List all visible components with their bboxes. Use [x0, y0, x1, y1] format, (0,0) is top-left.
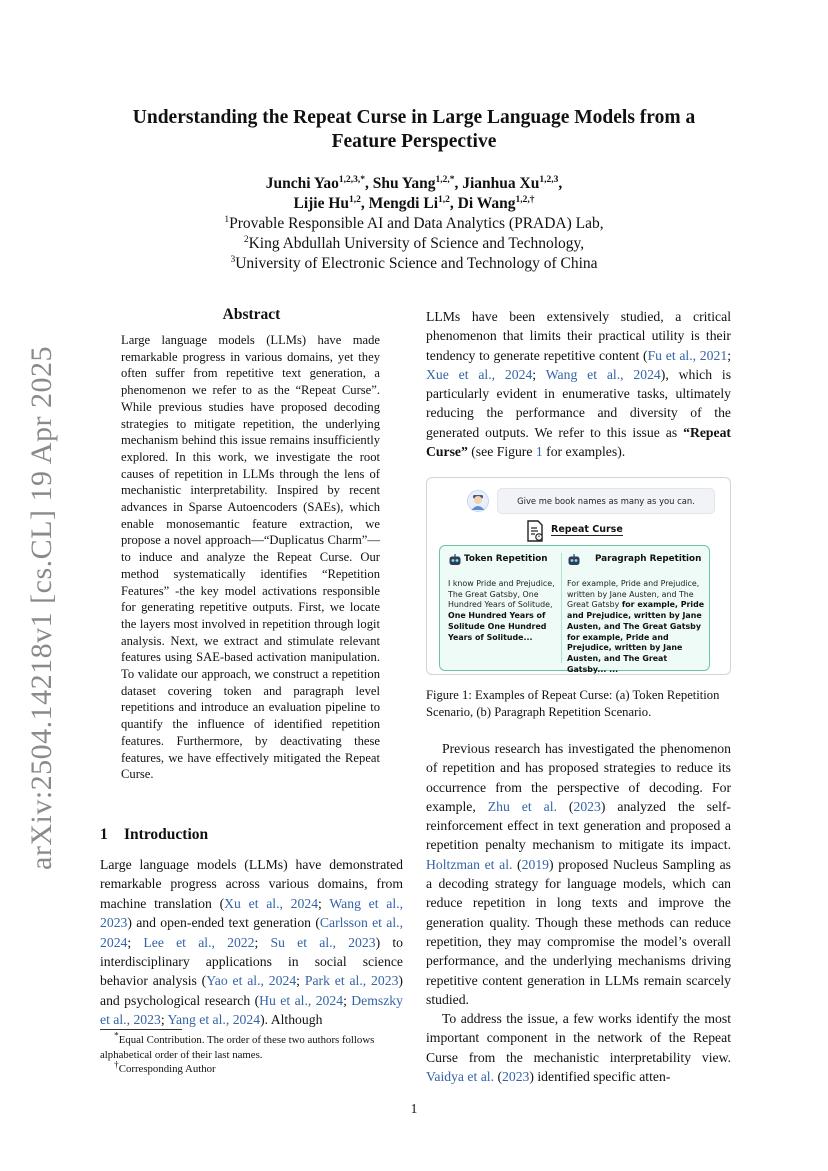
- citation-link[interactable]: Xu et al., 2024: [224, 895, 319, 911]
- abstract-text: Large language models (LLMs) have made remarkable progress in various domains, yet they often suffer from repetitive text generation, a phenomenon we refer to as the “Repeat Curse”. While previous studies have proposed decoding strategies to mitigate repetition, the underlying mechanism behind this issue remains insufficiently explored. In this work, we investigate the root causes of repetition in LLMs through the lens of mechanistic interpretability. Inspired by recent advances in Sparse Autoencoders (SAEs), which enable monosemantic feature extraction, we propose a novel approach—“Duplicatus Charm”—to induce and analyze the Repeat Curse. Our method systematically identifies “Repetition Features” -the key model activations responsible for generating repetitive outputs. First, we locate the layers most involved in repetition through logit analysis. Next, we extract and stimulate relevant features using SAE-based activation manipulation. To validate our approach, we construct a repetition dataset covering token and paragraph level repetitions and introduce an evaluation pipeline to quantify the influence of identified repetition features. Furthermore, by deactivating these features, we have effectively mitigated the Repeat Curse.: [121, 333, 380, 782]
- author-block: [100, 174, 728, 274]
- text-run: To address the issue, a few works identify the most important component in the network of the Repeat Curse from the mechanistic interpretability view.: [426, 1011, 731, 1065]
- user-icon: [467, 490, 489, 512]
- author-name: Mengdi Li: [368, 195, 438, 212]
- citation-year-link[interactable]: 2023: [502, 1069, 530, 1085]
- citation-link[interactable]: Yao et al., 2024: [206, 973, 297, 989]
- figure-ref-link[interactable]: 1: [535, 444, 543, 460]
- citation-link[interactable]: Su et al., 2023: [270, 934, 376, 950]
- author-affil-sup: 1,2: [438, 194, 450, 205]
- repetition-panel: [439, 545, 710, 674]
- citation-link[interactable]: Holtzman et al.: [426, 856, 513, 872]
- citation-link[interactable]: Park et al., 2023: [304, 973, 399, 989]
- affiliation-sup: 3: [230, 254, 236, 265]
- figure-caption: Figure 1: Examples of Repeat Curse: (a) Token Repetition Scenario, (b) Paragraph Repetition Scenario.: [426, 688, 720, 719]
- author-name: Junchi Yao: [265, 175, 339, 192]
- robot-icon: [448, 553, 462, 567]
- text-run: ;: [343, 992, 352, 1008]
- text-run: ;: [160, 1012, 168, 1028]
- section-heading: [100, 826, 208, 844]
- footnote-rule: [100, 1029, 182, 1030]
- intro-paragraph: [100, 855, 403, 1030]
- figure-1: [426, 477, 731, 675]
- author-name: Lijie Hu: [293, 195, 350, 212]
- affiliation: [100, 214, 728, 234]
- text-run: (: [512, 856, 522, 872]
- text-run: (: [556, 798, 574, 814]
- footnotes: [100, 1033, 403, 1077]
- text-run: ;: [318, 895, 330, 911]
- prompt-bubble: Give me book names as many as you can.: [497, 488, 715, 514]
- text-run: Large language models (LLMs) have demonstrated remarkable progress across various domains, from machine translation (: [100, 857, 403, 911]
- citation-link[interactable]: Hu et al., 2024: [259, 992, 344, 1008]
- affiliation-text: King Abdullah University of Science and Technology,: [248, 235, 585, 252]
- title-line-1: Understanding the Repeat Curse in Large Language Models from a: [132, 107, 696, 128]
- right-paragraph-1: [426, 307, 731, 461]
- text-run: ;: [727, 347, 731, 363]
- paragraph: [426, 739, 731, 1009]
- footnote: [100, 1062, 403, 1077]
- citation-link[interactable]: Zhu et al.: [487, 798, 557, 814]
- affiliation-text: University of Electronic Science and Technology of China: [235, 255, 598, 272]
- text-run: for examples).: [542, 444, 626, 460]
- citation-link[interactable]: Wang et al., 2023: [100, 895, 403, 931]
- text-run: ) and psychological research (: [100, 973, 403, 1008]
- paragraph: [426, 1009, 731, 1086]
- citation-year-link[interactable]: 2023: [573, 798, 601, 814]
- title-line-2: Feature Perspective: [331, 131, 497, 152]
- text-run: ) to interdisciplinary applications in social science behavior analysis (: [100, 934, 403, 989]
- text-run: (: [494, 1069, 503, 1085]
- citation-year-link[interactable]: 2019: [521, 856, 549, 872]
- author-name: Jianhua Xu: [462, 175, 540, 192]
- section-title: Introduction: [124, 826, 209, 843]
- paragraph-repetition-text: [567, 579, 705, 675]
- repeat-curse-text: Repeat Curse: [551, 524, 623, 535]
- author-affil-sup: 1,2: [349, 194, 361, 205]
- footnote-mark: *: [114, 1031, 119, 1042]
- text-run: ;: [532, 366, 546, 382]
- abstract-heading: Abstract: [222, 306, 281, 323]
- arxiv-id: arXiv:2504.14218v1 [cs.CL] 19 Apr 2025: [25, 346, 58, 870]
- citation-link[interactable]: Fu et al., 2021: [647, 347, 728, 363]
- text-run: (see Figure: [467, 444, 536, 460]
- text-run: I know Pride and Prejudice, The Great Gatsby, One Hundred Years of Solitude,: [448, 579, 555, 610]
- author-affil-sup: 1,2,3,*: [338, 174, 365, 185]
- affiliation-sup: 2: [243, 234, 249, 245]
- document-warning-icon: [525, 520, 545, 542]
- author-affil-sup: 1,2,†: [515, 194, 535, 205]
- footnote-mark: †: [114, 1060, 119, 1071]
- author-names-line-1: Junchi Yao$^{1,2,3,*}$, Shu Yang$^{1,2,*}$, Jianhua Xu$^{1,2,3}$,: [265, 174, 563, 192]
- text-run: ) proposed Nucleus Sampling as a decoding strategy for language models, which can reduce repetition in long texts and improve the generation quality. Though these methods can reduce repetition, they may compromise the model’s overall performance, and the underlying mechanisms driving repetitive content generation in LLMs remain scarcely studied.: [426, 856, 731, 1007]
- text-run: ) and open-ended text generation (: [127, 915, 320, 931]
- affiliation-text: Provable Responsible AI and Data Analytics (PRADA) Lab,: [229, 215, 604, 232]
- paragraph-repetition-title: Paragraph Repetition: [595, 554, 702, 564]
- text-run: ;: [254, 934, 271, 950]
- citation-link[interactable]: Yang et al., 2024: [167, 1012, 261, 1028]
- author-affil-sup: 1,2,*: [435, 174, 455, 185]
- repeat-curse-label: [551, 524, 623, 535]
- citation-link[interactable]: Demszky et al., 2023: [100, 992, 403, 1028]
- section-number: 1: [100, 826, 108, 843]
- text-run: For example, Pride and Prejudice, written by Jane Austen, and The Great Gatsby: [567, 579, 700, 610]
- text-run: LLMs have been extensively studied, a critical phenomenon that limits their practical utility is their tendency to generate repetitive content (: [426, 309, 731, 363]
- citation-link[interactable]: Xue et al., 2024: [426, 366, 533, 382]
- repeated-text: for example, Pride and Prejudice, written by Jane Austen, and The Great Gatsby for example, Pride and Prejudice, written by Jane Austen, and The Great Gatsby... ...: [567, 600, 705, 674]
- arxiv-watermark: [20, 346, 64, 870]
- affiliation: [100, 254, 728, 274]
- robot-icon: [567, 553, 581, 567]
- text-run: ) analyzed the self-reinforcement effect in text generation and proposed a repetition penalty mechanism to mitigate its impact.: [426, 798, 731, 853]
- citation-link[interactable]: Lee et al., 2022: [143, 934, 255, 950]
- author-name: Di Wang: [457, 195, 516, 212]
- footnote: [100, 1033, 403, 1062]
- text-run: ), which is particularly evident in enumerative tasks, ultimately reducing the performance and diversity of the generated outputs. We refer to this issue as: [426, 366, 732, 440]
- author-names-line-2: Lijie Hu$^{1,2}$, Mengdi Li$^{1,2}$, Di Wang$^{1,2,\dagger}$: [293, 194, 535, 212]
- citation-link[interactable]: Wang et al., 2024: [545, 366, 661, 382]
- token-repetition-title: Token Repetition: [464, 554, 548, 564]
- bold-term: “Repeat Curse”: [426, 424, 731, 460]
- affiliation: [100, 234, 728, 254]
- text-run: Previous research has investigated the phenomenon of repetition and has proposed strategies to reduce its occurrence from the perspective of decoding. For example,: [426, 741, 731, 814]
- author-affil-sup: 1,2,3: [539, 174, 559, 185]
- text-run: ;: [296, 973, 305, 989]
- paper-title: [100, 106, 728, 154]
- citation-link[interactable]: Vaidya et al.: [426, 1069, 495, 1085]
- text-run: ). Although: [260, 1012, 323, 1028]
- text-run: ) identified specific atten-: [529, 1069, 671, 1085]
- footnote-text: Corresponding Author: [118, 1063, 216, 1075]
- token-repetition-text: [448, 579, 556, 643]
- author-name: Shu Yang: [372, 175, 436, 192]
- footnote-text: Equal Contribution. The order of these two authors follows alphabetical order of their last names.: [100, 1034, 375, 1061]
- affiliation-sup: 1: [224, 214, 230, 225]
- text-run: ;: [127, 934, 144, 950]
- citation-link[interactable]: Carlsson et al., 2024: [100, 915, 403, 950]
- repeated-text: One Hundred Years of Solitude One Hundred Years of Solitude...: [448, 611, 547, 642]
- panel-divider: [561, 553, 562, 663]
- page-number: 1: [410, 1101, 418, 1116]
- right-paragraphs: [426, 739, 731, 1086]
